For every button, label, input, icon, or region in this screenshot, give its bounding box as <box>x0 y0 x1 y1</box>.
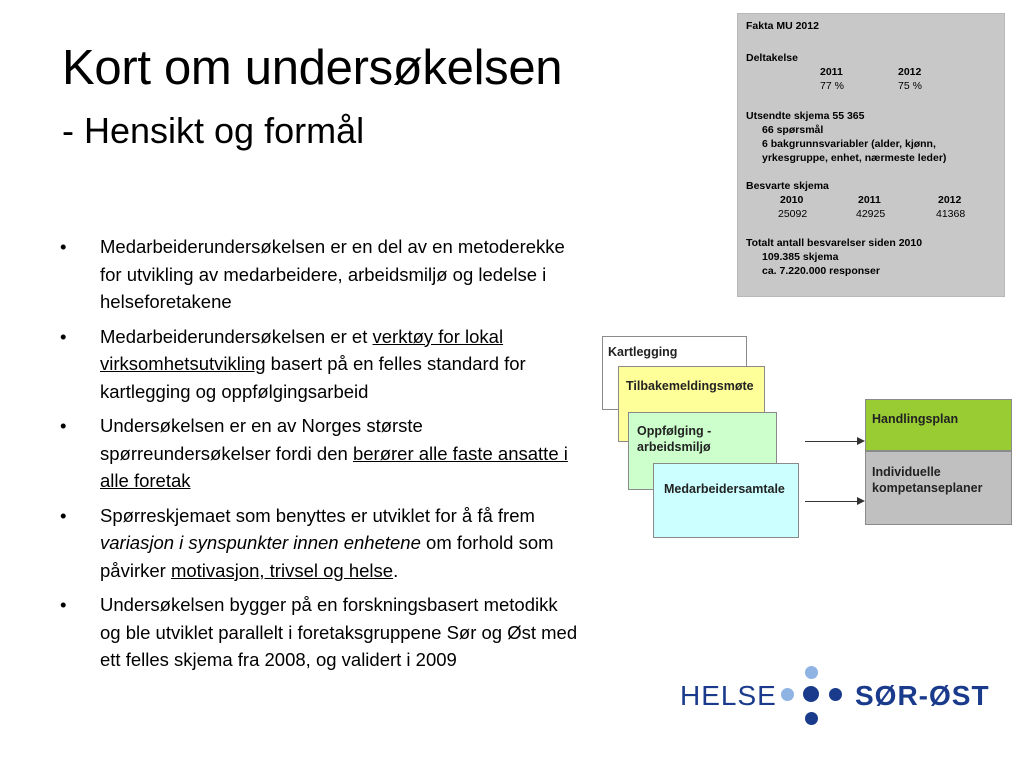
arrow-head <box>857 497 865 505</box>
deltakelse-value: 77 % <box>820 80 844 92</box>
arrow-head <box>857 437 865 445</box>
slide-subtitle: - Hensikt og formål <box>62 110 365 151</box>
step-label: Kartlegging <box>608 345 678 359</box>
besvarte-year: 2012 <box>938 194 962 206</box>
bullet-underlined-text: verktøy for lokal virksomhetsutvikling <box>100 325 504 374</box>
besvarte-year: 2011 <box>858 194 881 206</box>
step-label: Medarbeidersamtale <box>664 482 785 496</box>
bullet-item <box>60 323 580 406</box>
totalt-responser: ca. 7.220.000 responser <box>762 265 880 277</box>
arrow-line <box>805 501 857 502</box>
bullet-list <box>60 233 580 681</box>
besvarte-value: 25092 <box>778 208 808 220</box>
bullet-marker: • <box>60 415 67 436</box>
step-label: Oppfølging - arbeidsmiljø <box>637 424 712 454</box>
bullet-item <box>60 233 580 316</box>
step-medarbeidersamtale <box>653 463 799 538</box>
fakta-title: Fakta MU 2012 <box>746 20 819 32</box>
bullet-text: Spørreskjemaet som benyttes er utviklet for å få frem <box>100 504 535 526</box>
bullet-text: om forhold som påvirker <box>100 532 554 581</box>
bullet-underlined-text: motivasjon, trivsel og helse <box>170 559 394 581</box>
logo-dot-icon <box>829 688 842 701</box>
deltakelse-year: 2012 <box>898 66 922 78</box>
totalt-label: Totalt antall besvarelser siden 2010 <box>746 237 923 249</box>
outcome-label: Individuelle kompetanseplaner <box>872 465 983 495</box>
bullet-marker: • <box>60 325 67 347</box>
outcome-label: Handlingsplan <box>872 412 959 426</box>
deltakelse-label: Deltakelse <box>746 52 798 64</box>
outcome-handlingsplan <box>865 399 1012 451</box>
sporsmal-count: 66 spørsmål <box>762 124 824 136</box>
bullet-text: Medarbeiderundersøkelsen er et <box>100 325 373 347</box>
bullet-underlined-text: berører alle faste ansatte i alle foretak <box>100 442 568 491</box>
bakgrunn-line: 6 bakgrunnsvariabler (alder, kjønn, <box>762 138 936 150</box>
deltakelse-value: 75 % <box>898 80 922 92</box>
logo-dot-icon <box>803 686 819 702</box>
besvarte-year: 2010 <box>780 194 804 206</box>
bakgrunn-line: yrkesgruppe, enhet, nærmeste leder) <box>762 152 947 164</box>
bullet-item <box>60 591 580 674</box>
besvarte-value: 42925 <box>856 208 886 220</box>
bullet-marker: • <box>60 236 67 257</box>
step-label: Tilbakemeldingsmøte <box>626 379 754 393</box>
bullet-item <box>60 502 580 585</box>
arrow-line <box>805 441 857 442</box>
bullet-item <box>60 412 580 495</box>
deltakelse-year: 2011 <box>820 66 843 78</box>
besvarte-label: Besvarte skjema <box>746 180 829 192</box>
bullet-text: Medarbeiderundersøkelsen er en del av en metoderekke for utvikling av medarbeidere, arbeidsmiljø og ledelse i helseforetakene <box>100 236 565 312</box>
bullet-text: . <box>393 559 399 581</box>
bullet-marker: • <box>60 594 67 615</box>
bullet-italic-text: variasjon i synspunkter innen enhetene <box>100 532 421 553</box>
bullet-text: Undersøkelsen bygger på en forskningsbasert metodikk og ble utviklet parallelt i foretaksgruppene Sør og Øst med ett felles skjema fra 2008, og validert i 2009 <box>100 594 578 670</box>
fakta-box <box>737 13 1005 297</box>
logo-dot-icon <box>781 688 794 701</box>
logo-text-right: SØR-ØST <box>855 680 990 711</box>
besvarte-value: 41368 <box>936 208 966 220</box>
logo-dot-icon <box>805 712 818 725</box>
logo-dot-icon <box>805 666 818 679</box>
bullet-marker: • <box>60 504 67 526</box>
bullet-text: Undersøkelsen er en av Norges største spørreundersøkelser fordi den <box>100 415 423 464</box>
bullet-text: basert på en felles standard for kartlegging og oppfølgingsarbeid <box>100 353 526 402</box>
logo-text-left: HELSE <box>680 680 777 711</box>
totalt-skjema: 109.385 skjema <box>762 251 839 263</box>
outcome-kompetanseplaner <box>865 451 1012 525</box>
slide-title: Kort om undersøkelsen <box>62 41 563 95</box>
utsendte-skjema: Utsendte skjema 55 365 <box>746 110 865 122</box>
